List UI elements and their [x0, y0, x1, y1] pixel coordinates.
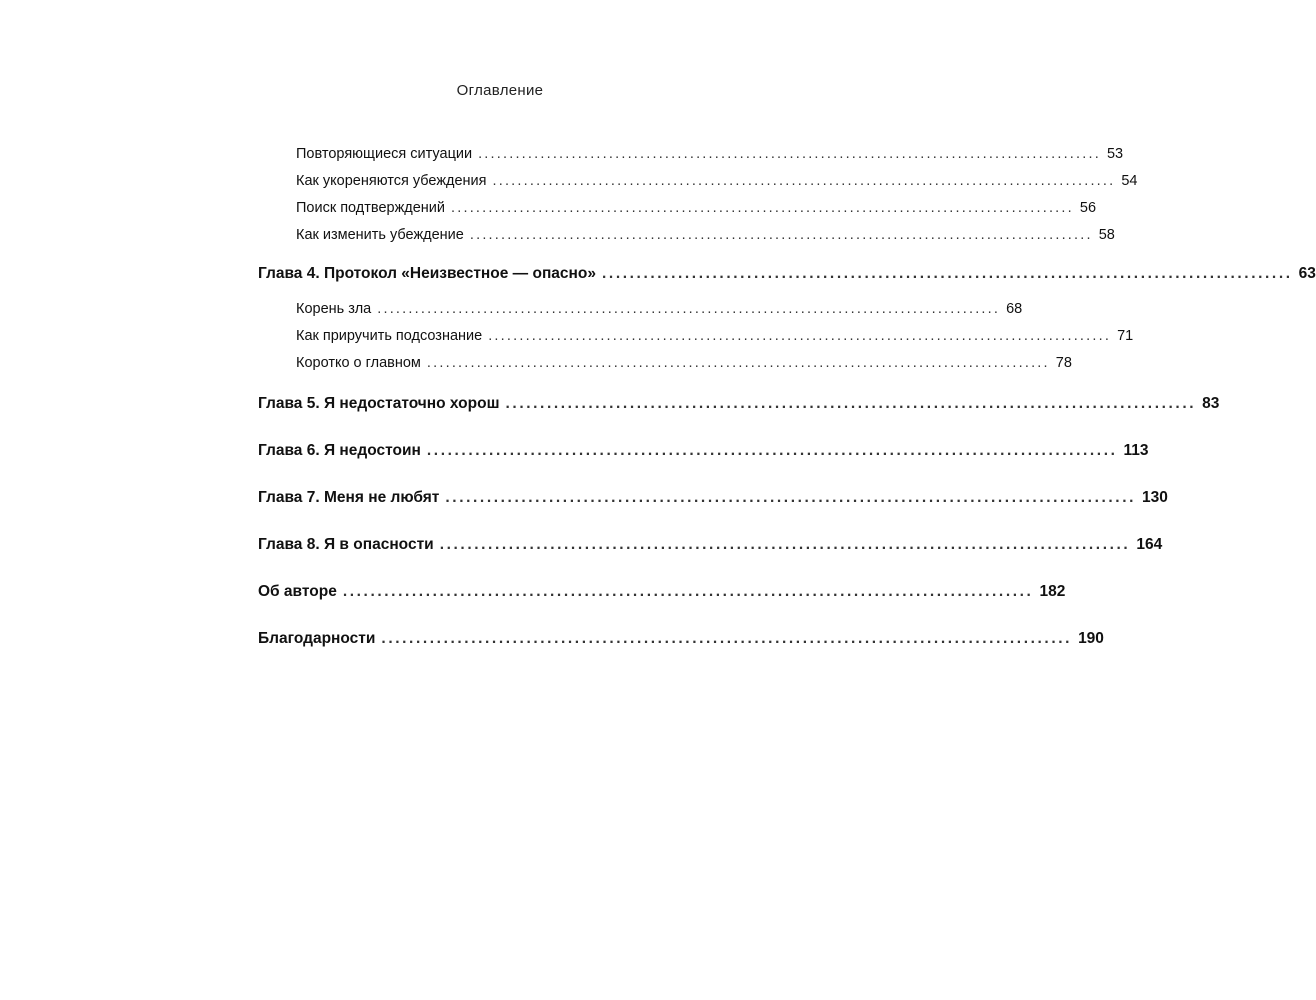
- dot-leader: ....................................................................................................: [505, 395, 1197, 412]
- toc-entry-title: Как изменить убеждение: [296, 227, 464, 243]
- toc-chapter-entry: [258, 489, 1168, 507]
- toc-entry-title: Поиск подтверждений: [296, 200, 446, 216]
- toc-entry-page: 71: [1117, 328, 1134, 344]
- toc-entry-title: Об авторе: [258, 583, 337, 600]
- toc-chapter-entry: [258, 265, 1316, 283]
- toc-entry-title: Глава 7. Меня не любят: [258, 489, 440, 506]
- toc-entry-page: 182: [1039, 583, 1066, 600]
- toc-entry-page: 56: [1079, 200, 1097, 216]
- dot-leader: ....................................................................................................: [426, 442, 1118, 459]
- toc-chapter-entry: [258, 442, 1149, 460]
- dot-leader: ....................................................................................................: [492, 173, 1116, 189]
- dot-leader: ....................................................................................................: [451, 200, 1074, 216]
- toc-chapter-entry: [258, 536, 1163, 554]
- dot-leader: ....................................................................................................: [381, 630, 1073, 647]
- toc-entry-title: Глава 8. Я в опасности: [258, 536, 434, 553]
- toc-entry: [296, 328, 1134, 344]
- toc-entry: [296, 200, 1097, 216]
- toc-chapter-entry: [258, 583, 1066, 601]
- page-header-title: Оглавление: [456, 82, 544, 99]
- toc-entry-page: 164: [1136, 536, 1163, 553]
- toc-entry-page: 63: [1298, 265, 1316, 282]
- dot-leader: ....................................................................................................: [426, 355, 1050, 371]
- dot-leader: ....................................................................................................: [469, 227, 1093, 243]
- toc-entry-page: 58: [1098, 227, 1115, 243]
- toc-entry-page: 83: [1202, 395, 1220, 412]
- dot-leader: ....................................................................................................: [377, 301, 1001, 317]
- dot-leader: ....................................................................................................: [445, 489, 1137, 506]
- toc-entry-title: Коротко о главном: [296, 355, 421, 371]
- dot-leader: ....................................................................................................: [488, 328, 1112, 344]
- toc-entry: [296, 301, 1023, 317]
- toc-entry: [296, 146, 1124, 162]
- toc-entry-title: Благодарности: [258, 630, 376, 647]
- toc-entry-page: 190: [1078, 630, 1104, 647]
- toc-entry-title: Глава 6. Я недостоин: [258, 442, 421, 459]
- dot-leader: ....................................................................................................: [602, 265, 1293, 282]
- toc-entry-page: 54: [1121, 173, 1138, 189]
- toc-entry-title: Как укореняются убеждения: [296, 173, 487, 189]
- toc-entry-title: Глава 5. Я недостаточно хорош: [258, 395, 500, 412]
- toc-entry-page: 78: [1055, 355, 1072, 371]
- toc-entry-title: Корень зла: [296, 301, 372, 317]
- dot-leader: ....................................................................................................: [439, 536, 1131, 553]
- toc-entry: [296, 355, 1072, 371]
- toc-chapter-entry: [258, 395, 1220, 413]
- toc-entry-page: 113: [1123, 442, 1149, 459]
- dot-leader: ....................................................................................................: [478, 146, 1101, 162]
- toc-entry-page: 130: [1142, 489, 1168, 506]
- toc-entry-title: Повторяющиеся ситуации: [296, 146, 473, 162]
- toc-entry-page: 68: [1006, 301, 1023, 317]
- dot-leader: ....................................................................................................: [342, 583, 1034, 600]
- toc-entry-title: Глава 4. Протокол «Неизвестное — опасно»: [258, 265, 597, 282]
- toc-entry-title: Как приручить подсознание: [296, 328, 483, 344]
- toc-chapter-entry: [258, 630, 1104, 648]
- toc-entry: [296, 227, 1115, 243]
- toc-entry: [296, 173, 1138, 189]
- toc-entry-page: 53: [1106, 146, 1124, 162]
